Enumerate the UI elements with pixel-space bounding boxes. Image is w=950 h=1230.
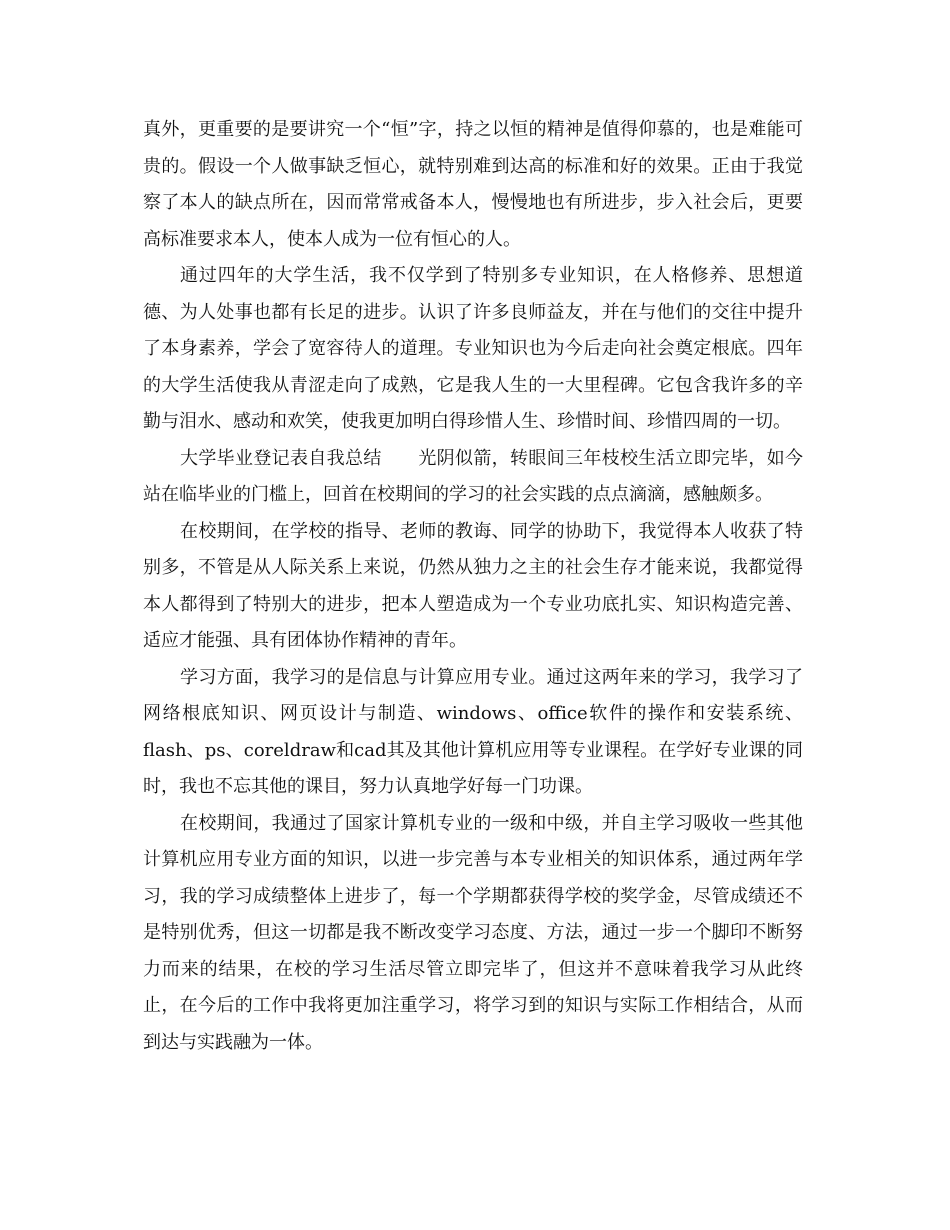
paragraph-6: 在校期间，我通过了国家计算机专业的一级和中级，并自主学习吸收一些其他计算机应用专业方面的知识，以进一步完善与本专业相关的知识体系，通过两年学习，我的学习成绩整体上进步了，每一个学期都获得学校的奖学金，尽管成绩还不是特别优秀，但这一切都是我不断改变学习态度、方法，通过一步一个脚印不断努力而来的结果，在校的学习生活尽管立即完毕了，但这并不意味着我学习从此终止，在今后的工作中我将更加注重学习，将学习到的知识与实际工作相结合，从而到达与实践融为一体。 (143, 812, 803, 1053)
paragraph-5: 学习方面，我学习的是信息与计算应用专业。通过这两年来的学习，我学习了网络根底知识、网页设计与制造、windows、office软件的操作和安装系统、flash、ps、coreldraw和cad其及其他计算机应用等专业课程。在学好专业课的同时，我也不忘其他的课目，努力认真地学好每一门功课。 (143, 666, 803, 797)
paragraph-3: 大学毕业登记表自我总结 光阴似箭，转眼间三年枝校生活立即完毕，如今站在临毕业的门槛上，回首在校期间的学习的社会实践的点点滴滴，感触颇多。 (143, 447, 803, 505)
document-body (143, 112, 803, 1061)
paragraph-1: 真外，更重要的是要讲究一个“恒”字，持之以恒的精神是值得仰慕的，也是难能可贵的。假设一个人做事缺乏恒心，就特别难到达高的标准和好的效果。正由于我觉察了本人的缺点所在，因而常常戒备本人，慢慢地也有所进步，步入社会后，更要高标准要求本人，使本人成为一位有恒心的人。 (143, 119, 803, 250)
paragraph-4: 在校期间，在学校的指导、老师的教诲、同学的协助下，我觉得本人收获了特别多，不管是从人际关系上来说，仍然从独力之主的社会生存才能来说，我都觉得本人都得到了特别大的进步，把本人塑造成为一个专业功底扎实、知识构造完善、适应才能强、具有团体协作精神的青年。 (143, 520, 803, 651)
paragraph-2: 通过四年的大学生活，我不仅学到了特别多专业知识，在人格修养、思想道德、为人处事也都有长足的进步。认识了许多良师益友，并在与他们的交往中提升了本身素养，学会了宽容待人的道理。专业知识也为今后走向社会奠定根底。四年的大学生活使我从青涩走向了成熟，它是我人生的一大里程碑。它包含我许多的辛勤与泪水、感动和欢笑，使我更加明白得珍惜人生、珍惜时间、珍惜四周的一切。 (143, 265, 803, 432)
